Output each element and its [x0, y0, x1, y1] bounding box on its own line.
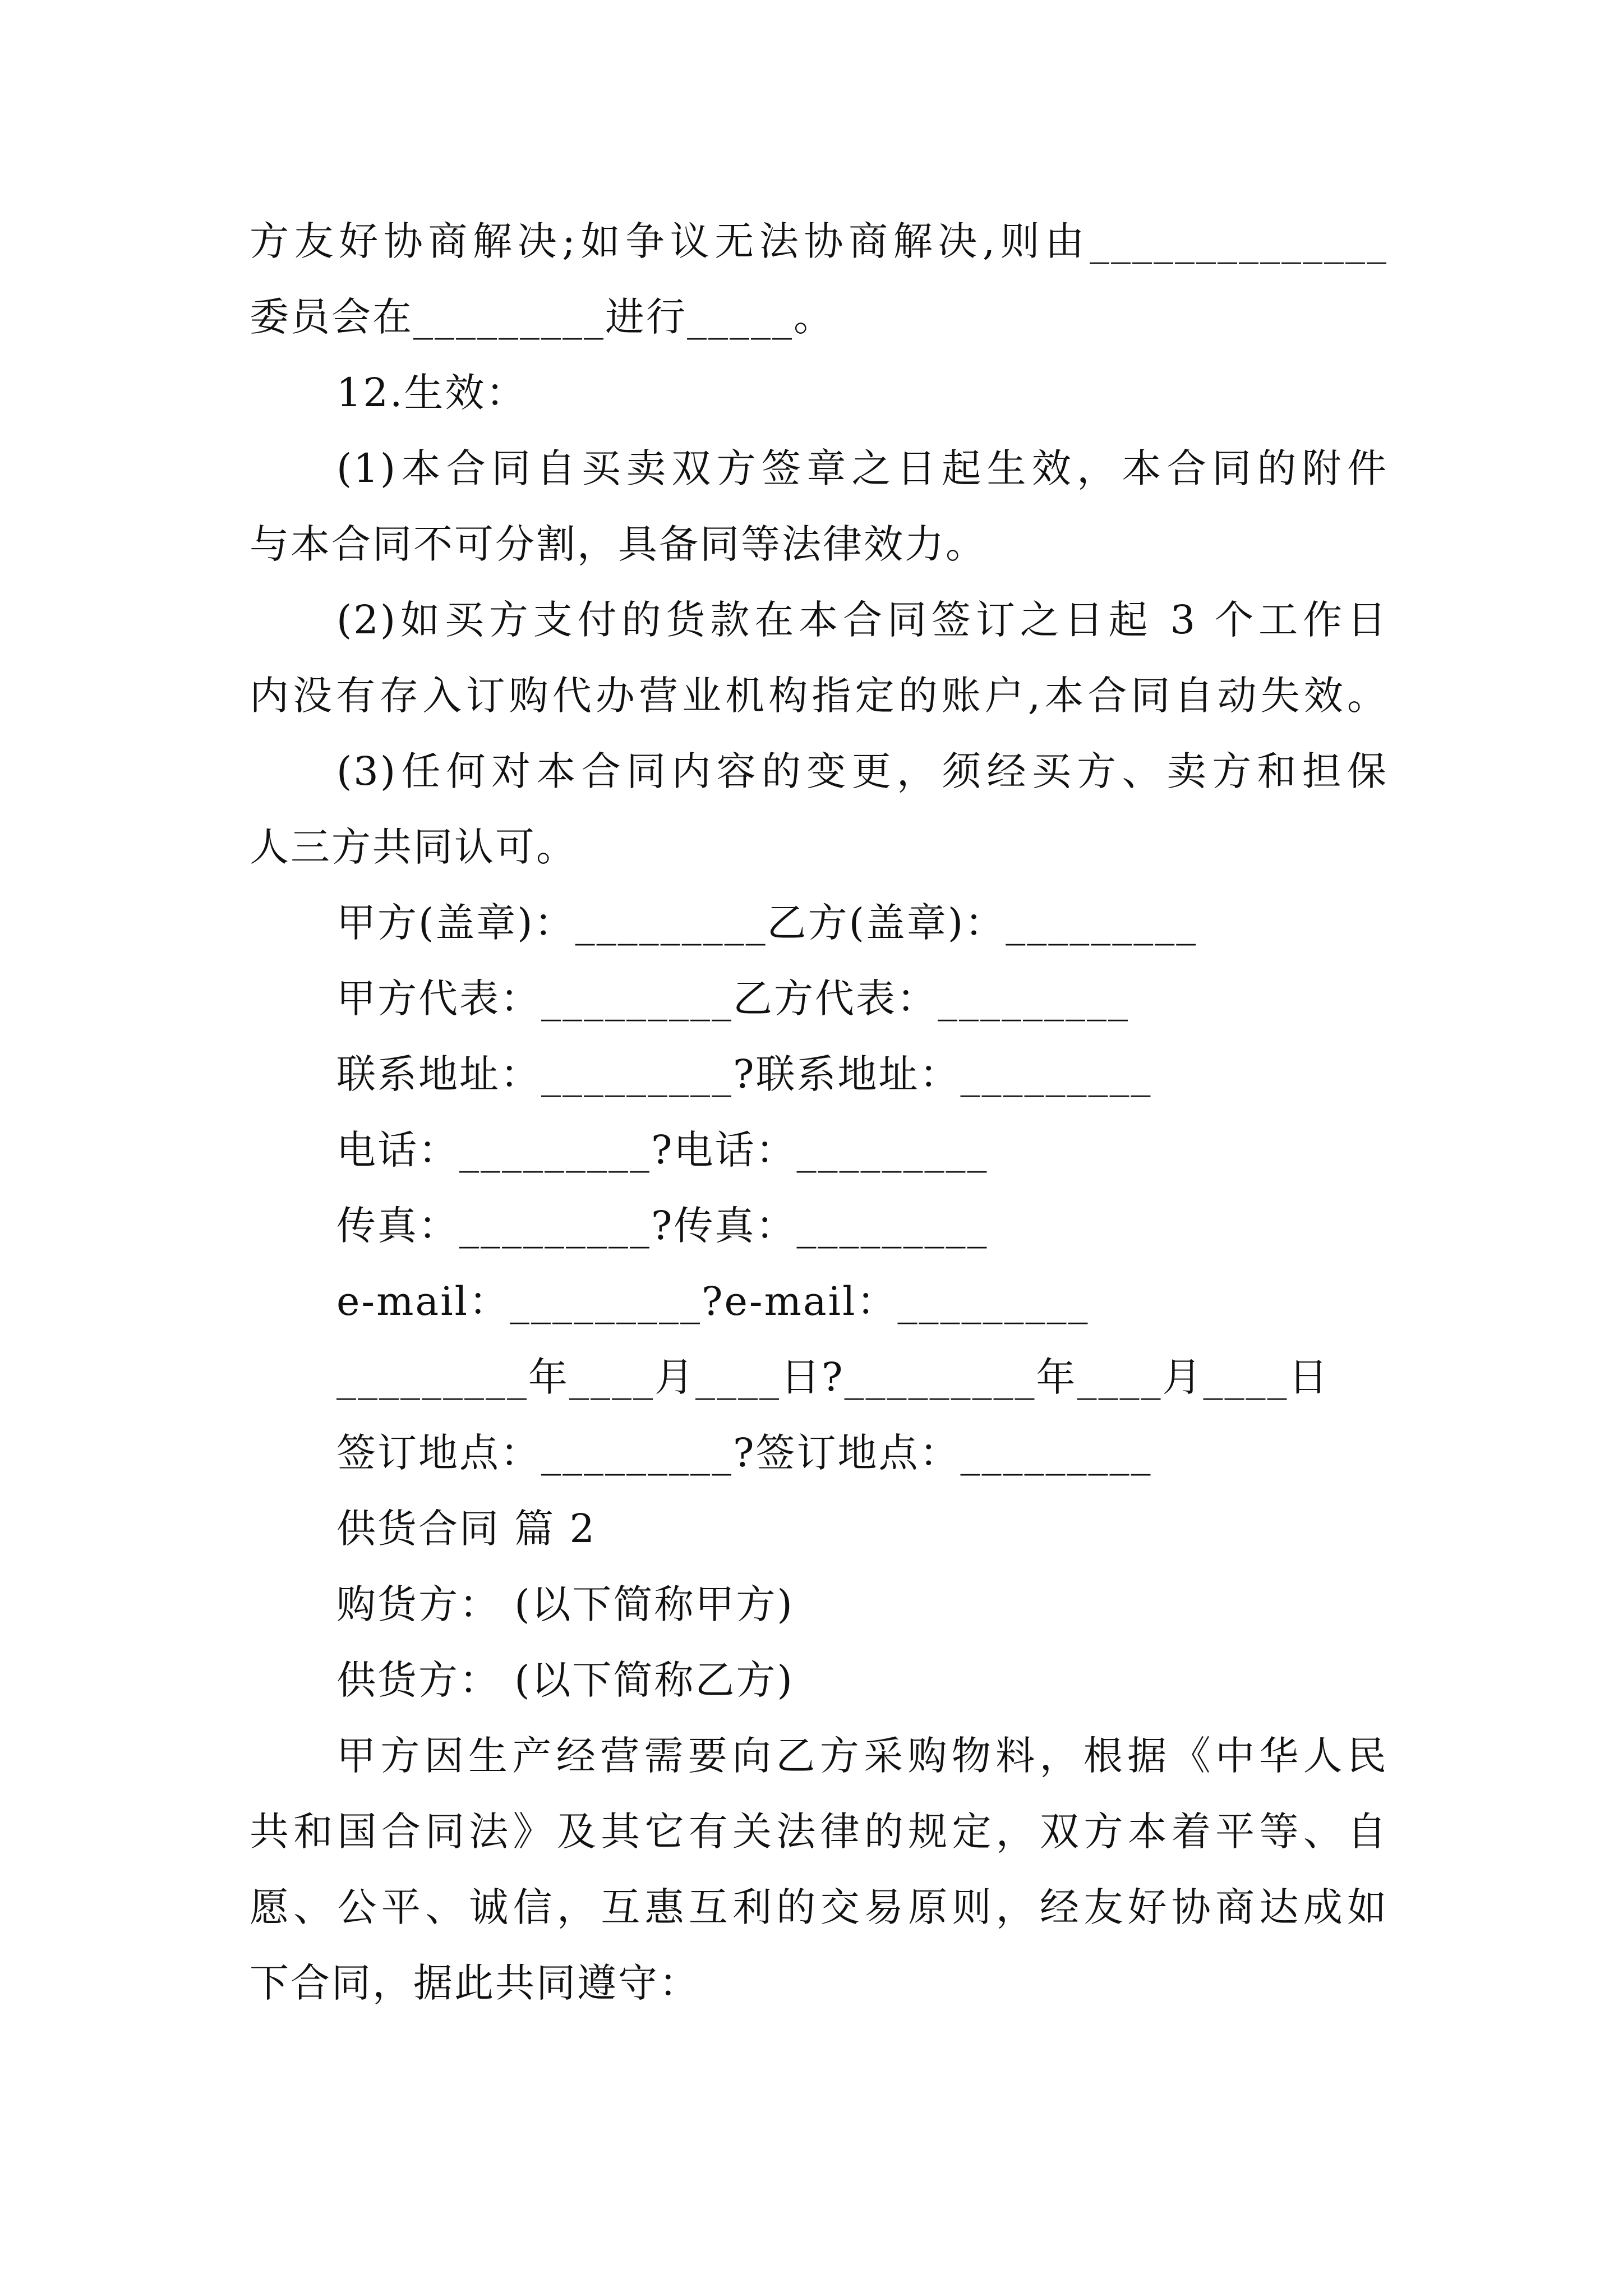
section-heading-effectiveness: 12.生效： — [336, 370, 527, 416]
signature-line-seal: 甲方(盖章)：_________乙方(盖章)：_________ — [336, 900, 1198, 946]
contract-title-part-2: 供货合同 篇 2 — [336, 1506, 597, 1552]
signature-line-representative: 甲方代表：_________乙方代表：_________ — [336, 976, 1129, 1022]
signature-line-fax: 传真：_________?传真：_________ — [336, 1203, 989, 1249]
text-line-preamble-cont-2: 愿、公平、诚信，互惠互利的交易原则，经友好协商达成如 — [250, 1884, 1388, 1930]
text-line-clause-3: (3)任何对本合同内容的变更，须经买方、卖方和担保 — [336, 748, 1388, 794]
text-line-clause-2: (2)如买方支付的货款在本合同签订之日起 3 个工作日 — [336, 597, 1388, 643]
text-line-buyer: 购货方： (以下简称甲方) — [336, 1581, 794, 1627]
text-line-clause-3-cont: 人三方共同认可。 — [250, 824, 577, 870]
signature-line-phone: 电话：_________?电话：_________ — [336, 1127, 989, 1173]
text-line-preamble-cont-3: 下合同，据此共同遵守： — [250, 1960, 700, 2006]
text-line-preamble: 甲方因生产经营需要向乙方采购物料，根据《中华人民 — [336, 1733, 1388, 1779]
text-line-supplier: 供货方： (以下简称乙方) — [336, 1657, 794, 1703]
text-line-clause-2-cont: 内没有存入订购代办营业机构指定的账户,本合同自动失效。 — [250, 673, 1388, 719]
text-line-clause-1-cont: 与本合同不可分割，具备同等法律效力。 — [250, 521, 986, 567]
signature-line-date: _________年____月____日?_________年____月____日 — [336, 1354, 1330, 1400]
signature-line-address: 联系地址：_________?联系地址：_________ — [336, 1051, 1152, 1097]
text-line-preamble-cont-1: 共和国合同法》及其它有关法律的规定，双方本着平等、自 — [250, 1809, 1388, 1855]
text-line-dispute-resolution: 方友好协商解决;如争议无法协商解决,则由______________ — [250, 218, 1388, 264]
text-line-clause-1: (1)本合同自买卖双方签章之日起生效，本合同的附件 — [336, 445, 1388, 491]
signature-line-place: 签订地点：_________?签订地点：_________ — [336, 1430, 1152, 1476]
signature-line-email: e-mail：_________?e-mail：_________ — [336, 1278, 1090, 1324]
text-line-arbitration-committee: 委员会在_________进行_____。 — [250, 294, 834, 340]
